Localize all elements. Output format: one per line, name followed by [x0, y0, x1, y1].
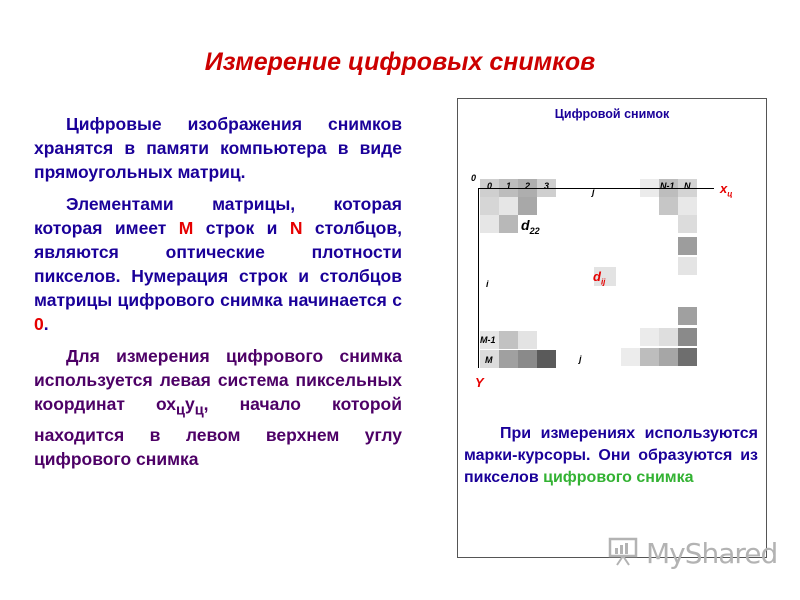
pixel-cell [480, 215, 499, 233]
right-text-green: цифрового снимка [543, 469, 694, 486]
pixel-cell [640, 348, 659, 366]
d22-main: d [521, 217, 530, 233]
p2-zero: 0 [34, 314, 44, 334]
pixel-cell [480, 197, 499, 215]
origin-label: 0 [471, 173, 477, 183]
x-axis-line [478, 188, 714, 189]
slide-title: Измерение цифровых снимков [204, 48, 596, 76]
pixel-cell [678, 328, 697, 346]
pixel-cell [678, 197, 697, 215]
paragraph-3 [34, 344, 402, 471]
pixel-cell [678, 237, 697, 255]
row-label-m: M [485, 355, 493, 365]
col-label-0: 0 [487, 181, 493, 191]
pixel-cell [518, 197, 537, 215]
col-label-n-minus-1: N-1 [660, 181, 675, 191]
pixel-cell [499, 350, 518, 368]
p3-text-c: , начало которой находится в левом верхнем углу цифрового снимка [34, 394, 402, 469]
paragraph-1: Цифровые изображения снимков хранятся в памяти компьютера в виде прямоугольных матриц. [34, 114, 402, 182]
pixel-cell [659, 348, 678, 366]
pixel-cell [678, 257, 697, 275]
dij-label [593, 269, 605, 287]
p3-text-a: Для измерения цифрового снимка используется левая система пиксельных координат ох [34, 346, 402, 414]
p2-M: М [178, 218, 194, 238]
pixel-cell [678, 307, 697, 325]
pixel-cell [499, 215, 518, 233]
col-label-3: 3 [544, 181, 550, 191]
p2-text-d: . [43, 314, 49, 334]
logo-text: MyShared [646, 537, 778, 570]
p2-N: N [289, 218, 303, 238]
p2-text-b: строк и [193, 218, 290, 238]
col-label-j-bottom: j [579, 354, 582, 364]
figure-caption: Цифровой снимок [554, 107, 670, 121]
y-axis-label: Y [475, 375, 484, 390]
p2-text-a: Элементами матрицы, которая которая имеет [34, 194, 402, 238]
pixel-cell [678, 215, 697, 233]
pixel-cell [640, 328, 659, 346]
left-text-block [34, 112, 402, 479]
pixel-cell [621, 348, 640, 366]
p3-sub-2: ц [194, 402, 204, 419]
pixel-cell [678, 348, 697, 366]
d22-sub: 22 [529, 225, 540, 236]
p2-text-c: столбцов, являются оптические плотности пикселов. Нумерация строк и столбцов матрицы цифрового снимка начинается с [34, 218, 402, 310]
myshared-logo [608, 536, 798, 570]
right-paragraph [464, 423, 758, 489]
presentation-icon [608, 536, 642, 566]
col-label-j-top: j [592, 187, 595, 197]
row-label-i: i [486, 279, 489, 289]
x-main: x [720, 181, 728, 196]
x-axis-label [720, 181, 732, 199]
y-axis-line [478, 188, 479, 368]
right-text-block [464, 423, 758, 489]
pixel-cell [659, 197, 678, 215]
col-label-2: 2 [525, 181, 531, 191]
dij-main: d [593, 269, 601, 284]
p3-sub-1: ц [175, 402, 185, 419]
dij-sub: ij [600, 277, 606, 287]
pixel-cell [659, 328, 678, 346]
pixel-cell [537, 350, 556, 368]
p3-text-b: у [184, 394, 195, 414]
digital-image-figure [457, 98, 767, 558]
pixel-cell [518, 331, 537, 349]
pixel-cell [499, 331, 518, 349]
col-label-n: N [684, 181, 691, 191]
x-sub: ц [727, 189, 733, 199]
col-label-1: 1 [506, 181, 512, 191]
right-text-a: При измерениях используются марки-курсоры. Они образуются из пикселов [464, 425, 758, 486]
paragraph-2 [34, 192, 402, 336]
pixel-cell [518, 350, 537, 368]
d22-label [521, 217, 540, 236]
row-label-m-minus-1: M-1 [480, 335, 496, 345]
pixel-cell [499, 197, 518, 215]
